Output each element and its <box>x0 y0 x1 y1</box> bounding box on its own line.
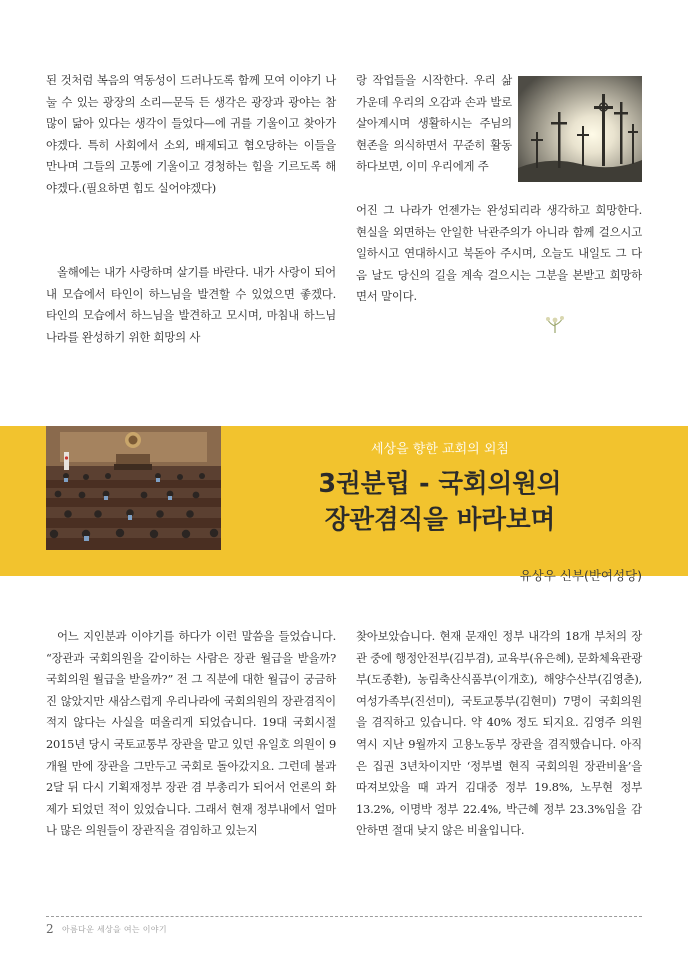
prev-right-paragraph-full: 어진 그 나라가 언젠가는 완성되리라 생각하고 희망한다. 현실을 외면하는 안일한 낙관주의가 아니라 함께 걸으시고 일하시고 연대하시고 북돋아 주시며, 오늘도 내일도 그 다음 날도 당신의 길을 계속 걸으시는 그분을 본받고 희망하면서 말이다. <box>356 203 642 304</box>
crosses-photo <box>518 76 642 182</box>
flower-icon <box>544 314 566 334</box>
footer-divider <box>46 916 642 917</box>
prev-right-paragraph-beside-image: 랑 작업들을 시작한다. 우리 삶 가운데 우리의 오감과 손과 발로 살아계시며 생활하시는 주님의 현존을 의식하면서 꾸준히 활동하다보면, 이미 우리에게 주 <box>356 73 512 174</box>
title-line-1: 3권분립 - 국회의원의 <box>318 469 562 499</box>
author-byline: 유상우 신부(반여성당) <box>519 568 642 583</box>
prev-left-paragraph-1: 된 것처럼 복음의 역동성이 드러나도록 함께 모여 이야기 나눌 수 있는 광장의 소리—문득 든 생각은 광장과 광야는 참 많이 닮아 있다는 생각이 들었다—에 귀를 기울이고 찾아가야겠다. 특히 사회에서 소외, 배제되고 혐오당하는 이들을 만나며 그들의 고통에 기울이고 경청하는 힘을 기르도록 해야겠다.(필요하면 힘도 실어야겠다) <box>46 73 336 195</box>
section-kicker: 세상을 향한 교회의 외침 <box>371 442 509 457</box>
prev-left-paragraph-2: 올해에는 내가 사랑하며 살기를 바란다. 내가 사랑이 되어 내 모습에서 타인이 하느님을 발견할 수 있었으면 좋겠다. 타인의 모습에서 하느님을 발견하고 모시며, 마침내 하느님 나라를 완성하기 위한 희망의 사 <box>46 265 336 344</box>
title-line-2: 장관겸직을 바라보며 <box>324 505 556 535</box>
main-right-column: 찾아보았습니다. 현재 문재인 정부 내각의 18개 부처의 장관 중에 행정안전부(김부겸), 교육부(유은혜), 문화체육관광부(도종환), 농림축산식품부(이개호), 해양수산부(김영춘), 여성가족부(진선미), 국토교통부(김현미) 7명이 국회의원을 겸직하고 있습니다. 약 40% 정도 되지요. 김영주 의원 역시 지난 9월까지 고용노동부 장관을 겸직했습니다. 아직은 집권 3년차이지만 ‘정부별 현직 국회의원 장관비율’을 따져보았을 때 과거 김대중 정부 19.8%, 노무현 정부 13.2%, 이명박 정부 22.4%, 박근혜 정부 23.3%임을 감안하면 절대 낮지 않은 비율입니다. <box>356 629 642 838</box>
page-title <box>250 466 630 538</box>
magazine-name: 아름다운 세상을 여는 이야기 <box>62 925 167 934</box>
assembly-hall-photo <box>46 426 221 550</box>
page-number: 2 <box>46 922 54 936</box>
main-left-column: 어느 지인분과 이야기를 하다가 이런 말씀을 들었습니다. “장관과 국회의원을 같이하는 사람은 장관 월급을 받을까? 국회의원 월급을 받을까?” 전 그 직분에 대한 월급이 궁금하진 않았지만 새삼스럽게 우리나라에 국회의원의 장관겸직이 적지 않다는 사실을 떠올리게 되었습니다. 19대 국회시절 2015년 당시 국토교통부 장관을 맡고 있던 유일호 의원이 9개월 만에 장관을 그만두고 국회로 돌아갔지요. 그런데 불과 2달 뒤 다시 기획재정부 장관 겸 부총리가 되어서 언론의 화제가 되었던 적이 있었습니다. 그래서 현재 정부내에서 얼마나 많은 의원들이 장관직을 겸임하고 있는지 <box>46 629 336 838</box>
